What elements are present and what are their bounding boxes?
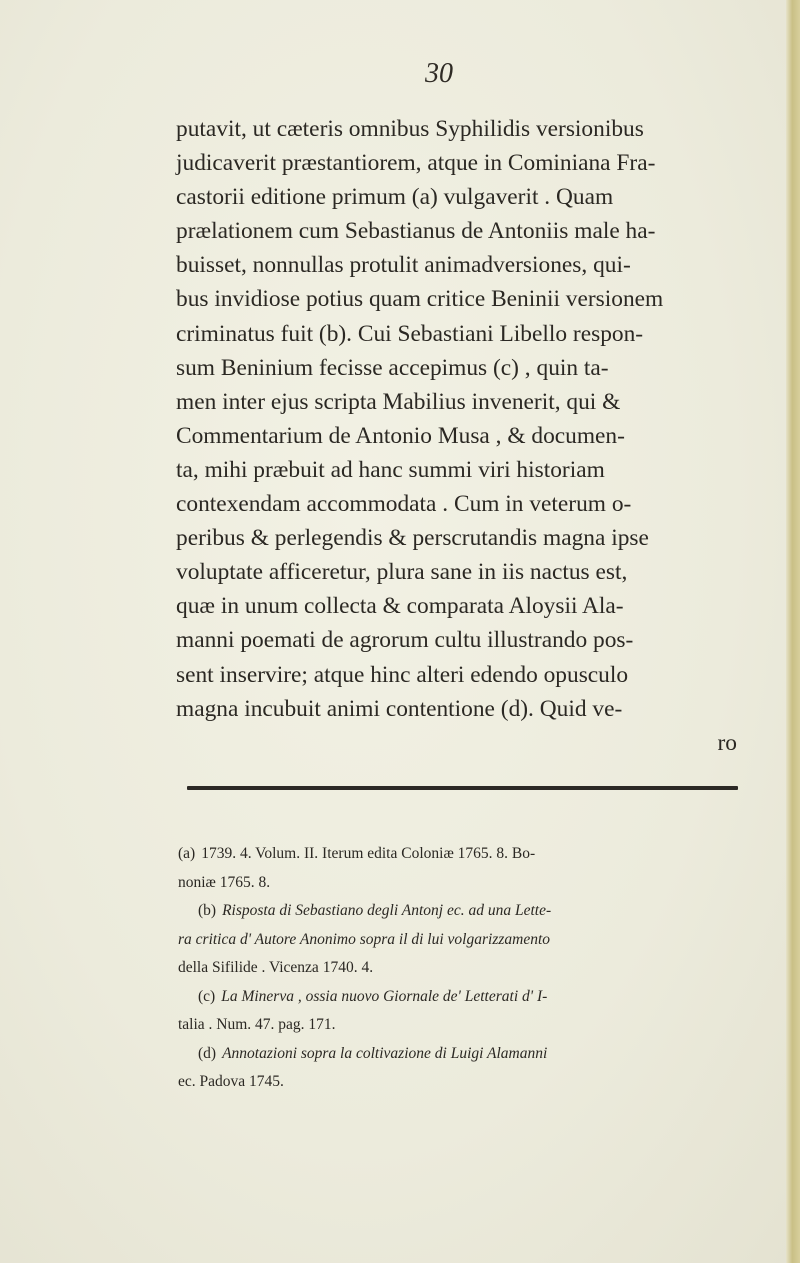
footnotes-block (178, 840, 758, 1097)
book-spine-edge (786, 0, 800, 1263)
page-number: 30 (425, 58, 453, 89)
text-line: quæ in unum collecta & comparata Aloysii Ala- (176, 593, 624, 620)
main-text-block (176, 112, 751, 760)
footnote-line: talia . Num. 47. pag. 171. (178, 1016, 336, 1033)
text-line: contexendam accommodata . Cum in veterum o- (176, 491, 632, 518)
text-line: magna incubuit animi contentione (d). Quid ve- (176, 695, 623, 722)
text-line: castorii editione primum (a) vulgaverit . Quam (176, 184, 614, 211)
text-line: buisset, nonnullas protulit animadversiones, qui- (176, 252, 631, 279)
footnote-text: 1739. 4. Volum. II. Iterum edita Coloniæ 1765. 8. Bo- (201, 845, 536, 862)
text-line: prælationem cum Sebastianus de Antoniis male ha- (176, 218, 656, 245)
text-line: voluptate afficeretur, plura sane in iis nactus est, (176, 559, 628, 586)
footnote-line (178, 1040, 758, 1069)
text-line: sum Beninium fecisse accepimus (c) , quin ta- (176, 354, 609, 381)
footnote-marker: (b) (198, 902, 217, 919)
footnote-text: Risposta di Sebastiano degli Antonj ec. ad una Lette- (222, 902, 552, 919)
text-line: judicaverit præstantiorem, atque in Cominiana Fra- (176, 150, 656, 177)
footnote-separator-rule (187, 786, 738, 790)
footnote-line (178, 983, 758, 1012)
text-line: manni poemati de agrorum cultu illustrando pos- (176, 627, 634, 654)
footnote-marker: (c) (198, 987, 216, 1005)
footnote-text: La Minerva , ossia nuovo Giornale de' Letterati d' I- (221, 987, 548, 1005)
text-line: criminatus fuit (b). Cui Sebastiani Libello respon- (176, 320, 644, 347)
footnote-marker: (a) (178, 845, 196, 862)
text-line: Commentarium de Antonio Musa , & documen- (176, 422, 625, 449)
footnote-d (178, 1040, 758, 1097)
text-line: putavit, ut cæteris omnibus Syphilidis versionibus (176, 116, 644, 142)
footnote-line (178, 926, 758, 955)
text-line: bus invidiose potius quam critice Beninii versionem (176, 286, 664, 313)
text-line: peribus & perlegendis & perscrutandis magna ipse (176, 525, 649, 552)
footnote-text: ra critica d' Autore Anonimo sopra il di lui volgarizzamento (178, 930, 551, 948)
footnote-c (178, 983, 758, 1040)
catchword: ro (717, 729, 737, 756)
footnote-text: Annotazioni sopra la coltivazione di Luigi Alamanni (222, 1044, 548, 1062)
footnote-a (178, 840, 758, 897)
footnote-line (178, 840, 758, 869)
footnote-line: noniæ 1765. 8. (178, 873, 271, 891)
text-line: ta, mihi præbuit ad hanc summi viri historiam (176, 456, 605, 483)
footnote-marker: (d) (198, 1044, 217, 1062)
footnote-line: ec. Padova 1745. (178, 1073, 284, 1090)
text-line: sent inservire; atque hinc alteri edendo opusculo (176, 661, 629, 688)
footnote-line: della Sifilide . Vicenza 1740. 4. (178, 959, 374, 976)
text-line: men inter ejus scripta Mabilius invenerit, qui & (176, 388, 621, 415)
footnote-line (178, 897, 758, 926)
footnote-b (178, 897, 758, 983)
